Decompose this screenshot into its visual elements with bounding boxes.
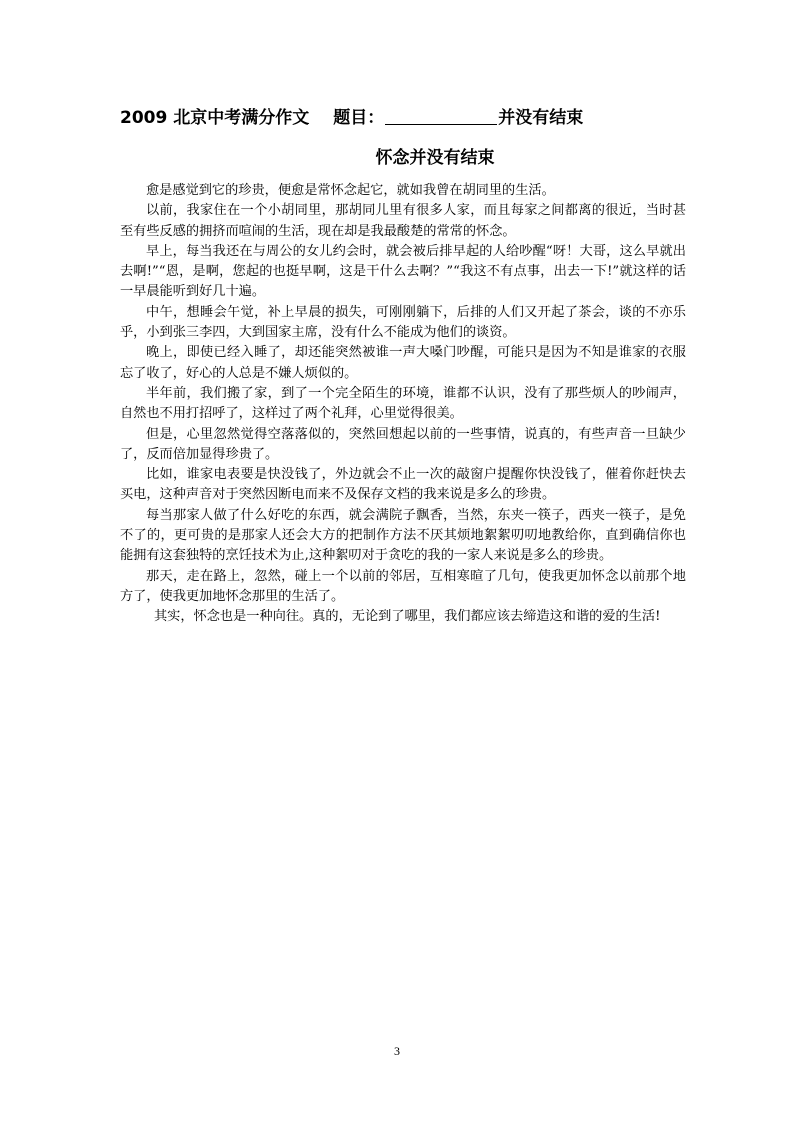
exam-label: 2009 北京中考满分作文: [120, 108, 310, 128]
paragraph: 比如，谁家电表要是快没钱了，外边就会不止一次的敲窗户提醒你快没钱了，催着你赶快去买电，这种声音对于突然因断电而来不及保存文档的我来说是多么的珍贵。: [120, 467, 686, 503]
paragraph: 愈是感觉到它的珍贵，便愈是常怀念起它，就如我曾在胡同里的生活。: [146, 183, 555, 198]
paragraph: 中午，想睡会午觉，补上早晨的损失，可刚刚躺下，后排的人们又开起了茶会，谈的不亦乐乎，小到张三李四，大到国家主席，没有什么不能成为他们的谈资。: [120, 304, 686, 341]
paragraph: 半年前，我们搬了家，到了一个完全陌生的环境，谁都不认识，没有了那些烦人的吵闹声，自然也不用打招呼了，这样过了两个礼拜，心里觉得很美。: [120, 385, 686, 422]
paragraph: 以前，我家住在一个小胡同里，那胡同儿里有很多人家，而且每家之间都离的很近，当时甚至有些反感的拥挤而喧闹的生活，现在却是我最酸楚的常常的怀念。: [120, 203, 686, 239]
essay-title: 怀念并没有结束: [375, 148, 495, 168]
document-header: [120, 106, 583, 130]
topic-blank-line: [385, 108, 497, 125]
paragraph: 其实，怀念也是一种向往。真的，无论到了哪里，我们都应该去缔造这和谐的爱的生活!: [154, 609, 661, 625]
paragraph: 晚上，即使已经入睡了，却还能突然被谁一声大嗓门吵醒，可能只是因为不知是谁家的衣服忘了收了，好心的人总是不嫌人烦似的。: [120, 345, 686, 381]
page-number: 3: [394, 1044, 400, 1058]
paragraph: 那天，走在路上，忽然，碰上一个以前的邻居，互相寒暄了几句，使我更加怀念以前那个地方了，使我更加地怀念那里的生活了。: [120, 568, 686, 604]
paragraph: 但是，心里忽然觉得空落落似的，突然回想起以前的一些事情，说真的，有些声音一旦缺少了，反而倍加显得珍贵了。: [120, 426, 686, 462]
paragraph: 早上，每当我还在与周公的女儿约会时，就会被后排早起的人给吵醒“呀！大哥，这么早就出去啊!”“恩，是啊，您起的也挺早啊，这是干什么去啊？”“我这不有点事，出去一下!”就这样的话一早晨能听到好几十遍。: [120, 243, 686, 300]
topic-label: 题目：: [333, 108, 385, 128]
essay-body: [120, 181, 686, 628]
topic-rest: 并没有结束: [498, 108, 584, 128]
paragraph: 每当那家人做了什么好吃的东西，就会满院子飘香，当然，东夹一筷子，西夹一筷子，是免不了的，更可贵的是那家人还会大方的把制作方法不厌其烦地絮絮叨叨地教给你，直到确信你也能拥有这套独特的烹饪技术为止,这种絮叨对于贪吃的我的一家人来说是多么的珍贵。: [120, 507, 686, 564]
